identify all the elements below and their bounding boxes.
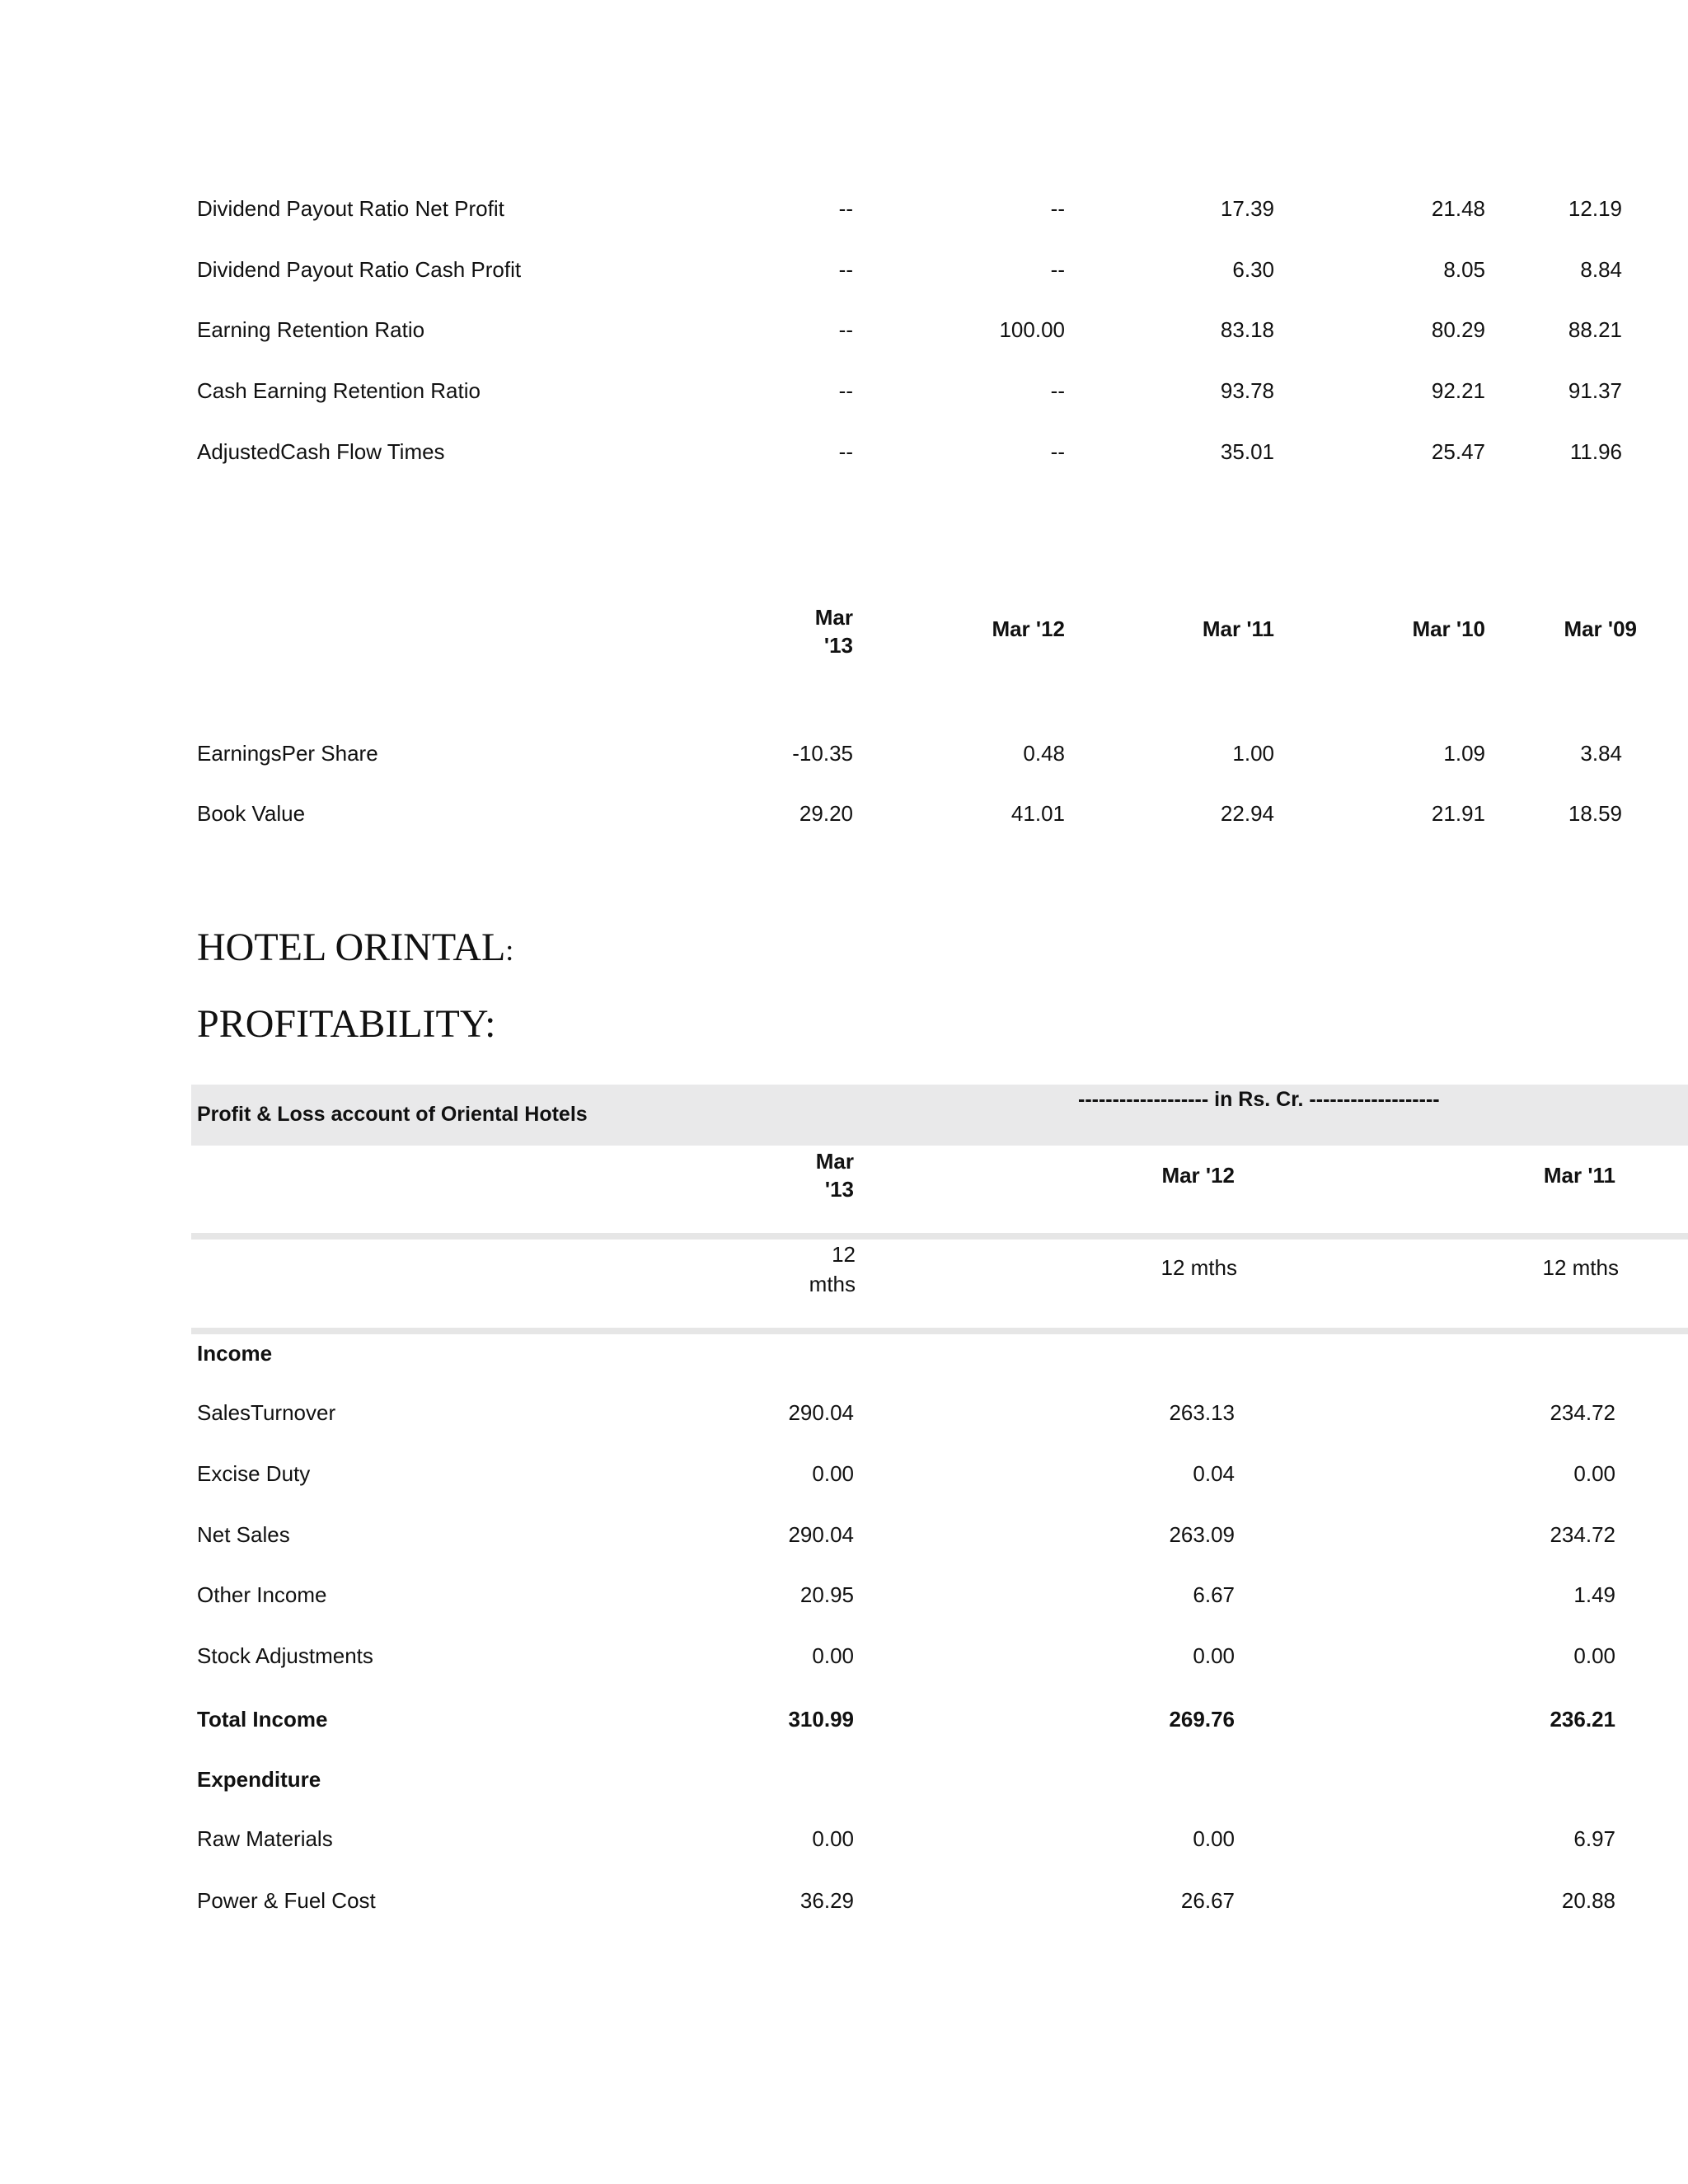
pnl-cell: 263.09 bbox=[1169, 1522, 1235, 1547]
pnl-row-label: Excise Duty bbox=[197, 1461, 311, 1486]
column-header-line: Mar bbox=[815, 1149, 854, 1174]
period-line: mths bbox=[809, 1272, 856, 1296]
pnl-cell: 263.13 bbox=[1169, 1400, 1235, 1425]
per-share-cell: 22.94 bbox=[1220, 801, 1274, 826]
ratio-cell: 83.18 bbox=[1220, 317, 1274, 342]
column-header-line: '13 bbox=[824, 1177, 854, 1202]
total-income-cell: 269.76 bbox=[1169, 1707, 1235, 1732]
per-share-cell: -10.35 bbox=[792, 741, 853, 766]
pnl-cell: 20.88 bbox=[1561, 1888, 1615, 1913]
ratio-cell: 12.19 bbox=[1568, 196, 1622, 221]
pnl-row-label: Power & Fuel Cost bbox=[197, 1888, 376, 1913]
per-share-cell: 29.20 bbox=[799, 801, 853, 826]
period-divider bbox=[191, 1328, 1688, 1334]
ratio-row-label: Dividend Payout Ratio Net Profit bbox=[197, 196, 504, 221]
pnl-cell: 0.00 bbox=[812, 1461, 854, 1486]
company-heading bbox=[197, 925, 513, 970]
ratio-row-label: Cash Earning Retention Ratio bbox=[197, 378, 481, 403]
column-header-line: '13 bbox=[823, 633, 853, 658]
ratio-cell: 88.21 bbox=[1568, 317, 1622, 342]
ratio-cell: 17.39 bbox=[1220, 196, 1274, 221]
pnl-cell: 0.00 bbox=[812, 1826, 854, 1851]
ratio-cell: 91.37 bbox=[1568, 378, 1622, 403]
column-header-mar-10: Mar '10 bbox=[1412, 616, 1485, 641]
ratio-cell: 25.47 bbox=[1431, 439, 1485, 464]
ratio-row-label: Dividend Payout Ratio Cash Profit bbox=[197, 257, 522, 282]
ratio-cell: 93.78 bbox=[1220, 378, 1274, 403]
pnl-cell: 0.00 bbox=[1573, 1461, 1615, 1486]
pnl-cell: 0.00 bbox=[812, 1643, 854, 1668]
ratio-cell: 80.29 bbox=[1431, 317, 1485, 342]
per-share-cell: 3.84 bbox=[1580, 741, 1622, 766]
ratio-cell: 92.21 bbox=[1431, 378, 1485, 403]
pnl-row-label: Other Income bbox=[197, 1582, 327, 1607]
pnl-column-header-mar-13 bbox=[816, 1147, 854, 1203]
expenditure-section-label: Expenditure bbox=[197, 1767, 321, 1792]
per-share-cell: 18.59 bbox=[1568, 801, 1622, 826]
column-header-mar-09: Mar '09 bbox=[1564, 616, 1637, 641]
income-section-label: Income bbox=[197, 1341, 273, 1366]
ratio-cell: 21.48 bbox=[1431, 196, 1485, 221]
per-share-cell: 21.91 bbox=[1431, 801, 1485, 826]
per-share-row-label: EarningsPer Share bbox=[197, 741, 378, 766]
ratio-cell: -- bbox=[1050, 439, 1065, 464]
total-income-label: Total Income bbox=[197, 1707, 328, 1732]
pnl-cell: 1.49 bbox=[1573, 1582, 1615, 1607]
column-header-line: Mar bbox=[814, 605, 853, 630]
pnl-period-mar-11: 12 mths bbox=[1542, 1255, 1619, 1280]
ratio-cell: 35.01 bbox=[1220, 439, 1274, 464]
pnl-period-mar-13 bbox=[809, 1240, 856, 1299]
pnl-row-label: SalesTurnover bbox=[197, 1400, 336, 1425]
total-income-cell: 310.99 bbox=[788, 1707, 854, 1732]
header-divider bbox=[191, 1233, 1688, 1240]
ratio-cell: -- bbox=[838, 257, 853, 282]
pnl-cell: 234.72 bbox=[1550, 1522, 1615, 1547]
pnl-cell: 0.00 bbox=[1193, 1826, 1235, 1851]
ratio-cell: -- bbox=[838, 378, 853, 403]
ratio-cell: -- bbox=[1050, 257, 1065, 282]
per-share-cell: 0.48 bbox=[1023, 741, 1065, 766]
pnl-cell: 234.72 bbox=[1550, 1400, 1615, 1425]
pnl-column-header-mar-11: Mar '11 bbox=[1543, 1163, 1615, 1188]
pnl-cell: 26.67 bbox=[1180, 1888, 1235, 1913]
pnl-row-label: Raw Materials bbox=[197, 1826, 333, 1851]
per-share-cell: 1.00 bbox=[1232, 741, 1274, 766]
pnl-cell: 20.95 bbox=[799, 1582, 854, 1607]
pnl-column-header-mar-12: Mar '12 bbox=[1161, 1163, 1235, 1188]
ratio-row-label: Earning Retention Ratio bbox=[197, 317, 425, 342]
pnl-cell: 36.29 bbox=[799, 1888, 854, 1913]
ratio-cell: 8.05 bbox=[1443, 257, 1485, 282]
pnl-cell: 290.04 bbox=[788, 1522, 854, 1547]
pnl-period-mar-12: 12 mths bbox=[1160, 1255, 1237, 1280]
ratio-cell: 6.30 bbox=[1232, 257, 1274, 282]
pnl-title: Profit & Loss account of Oriental Hotels bbox=[197, 1103, 588, 1126]
ratio-cell: -- bbox=[838, 439, 853, 464]
per-share-cell: 41.01 bbox=[1010, 801, 1065, 826]
pnl-units: ------------------- in Rs. Cr. ------------------- bbox=[1078, 1088, 1440, 1111]
company-name: HOTEL ORINTAL bbox=[197, 926, 506, 969]
pnl-cell: 0.00 bbox=[1573, 1643, 1615, 1668]
company-heading-colon: : bbox=[505, 934, 514, 967]
ratio-cell: -- bbox=[1050, 378, 1065, 403]
total-income-cell: 236.21 bbox=[1550, 1707, 1615, 1732]
ratio-row-label: AdjustedCash Flow Times bbox=[197, 439, 445, 464]
pnl-cell: 6.67 bbox=[1193, 1582, 1235, 1607]
section-heading: PROFITABILITY: bbox=[197, 1002, 496, 1046]
pnl-row-label: Stock Adjustments bbox=[197, 1643, 373, 1668]
pnl-cell: 0.00 bbox=[1193, 1643, 1235, 1668]
pnl-row-label: Net Sales bbox=[197, 1522, 290, 1547]
pnl-cell: 6.97 bbox=[1573, 1826, 1615, 1851]
pnl-cell: 0.04 bbox=[1193, 1461, 1235, 1486]
ratio-cell: 100.00 bbox=[999, 317, 1065, 342]
ratio-cell: 11.96 bbox=[1569, 439, 1622, 464]
ratio-cell: 8.84 bbox=[1580, 257, 1622, 282]
column-header-mar-12: Mar '12 bbox=[992, 616, 1065, 641]
period-line: 12 bbox=[832, 1242, 856, 1267]
per-share-row-label: Book Value bbox=[197, 801, 306, 826]
ratio-cell: -- bbox=[1050, 196, 1065, 221]
ratio-cell: -- bbox=[838, 196, 853, 221]
per-share-cell: 1.09 bbox=[1443, 741, 1485, 766]
ratio-cell: -- bbox=[838, 317, 853, 342]
column-header-mar-13 bbox=[815, 603, 853, 659]
column-header-mar-11: Mar '11 bbox=[1202, 616, 1274, 641]
pnl-cell: 290.04 bbox=[788, 1400, 854, 1425]
